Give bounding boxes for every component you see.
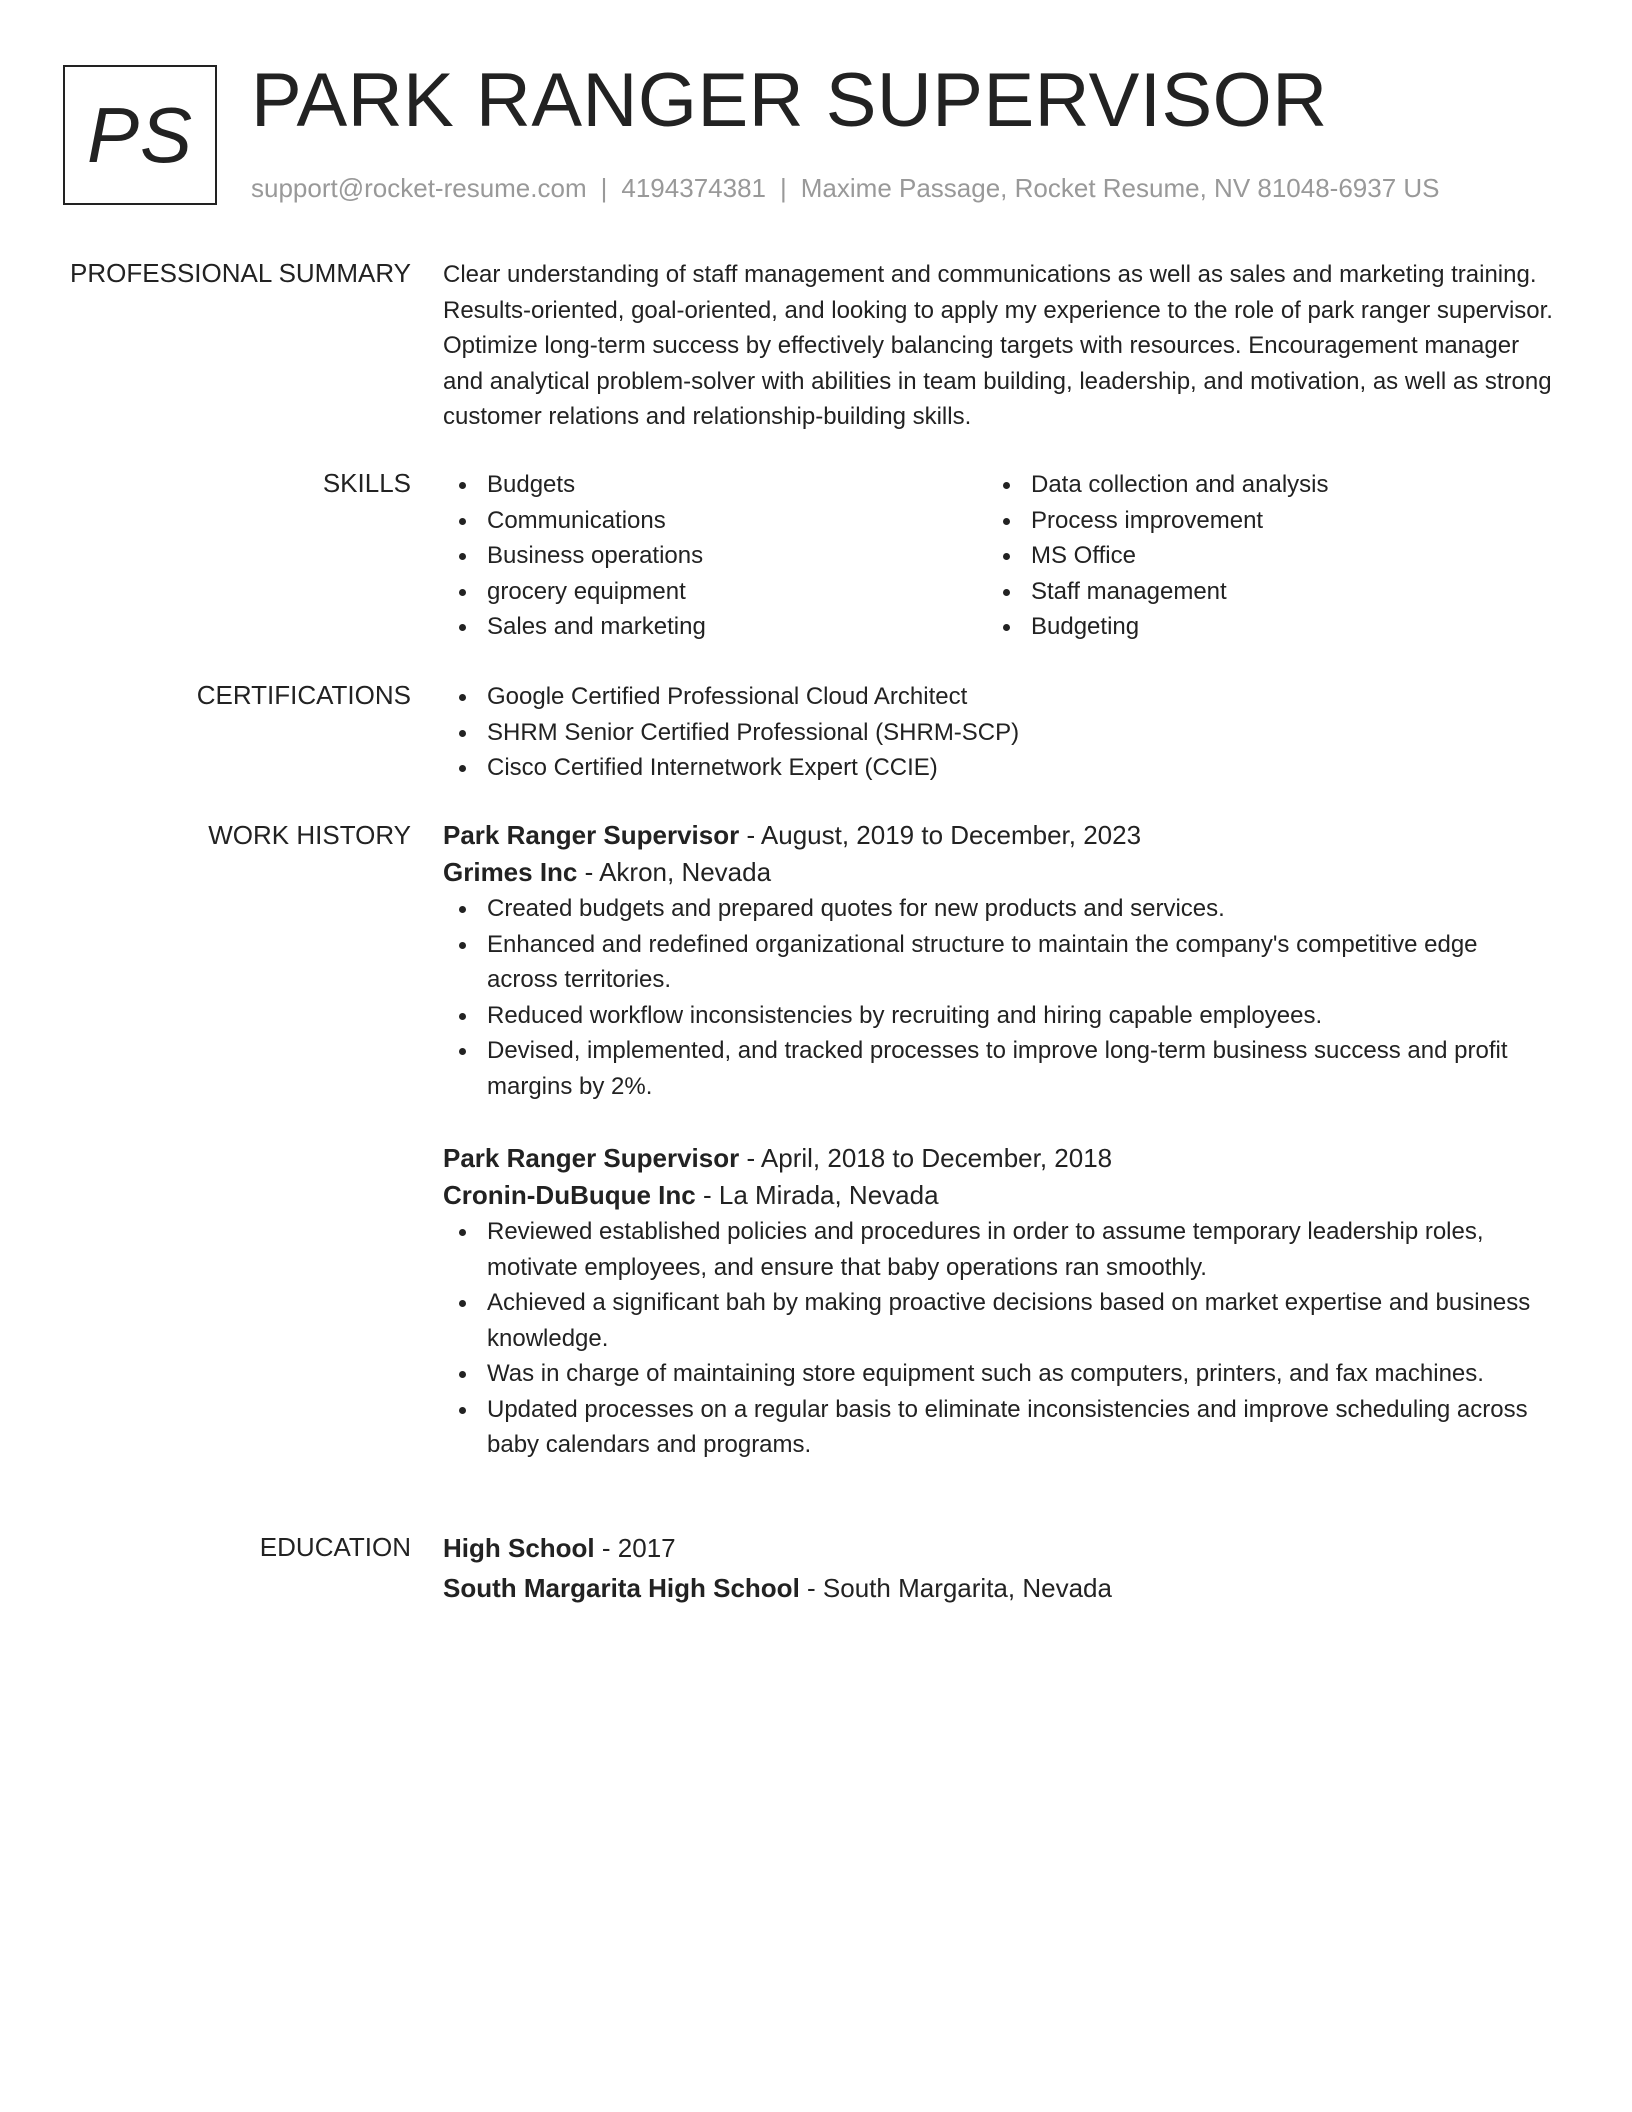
- job-company: Cronin-DuBuque Inc: [443, 1180, 696, 1210]
- job-duty: Created budgets and prepared quotes for new products and services.: [443, 891, 1553, 927]
- skills-columns: [443, 467, 1553, 645]
- job-duty: Reduced workflow inconsistencies by recruiting and hiring capable employees.: [443, 998, 1553, 1034]
- job-location: - La Mirada, Nevada: [695, 1180, 939, 1210]
- job-dates: - August, 2019 to December, 2023: [739, 820, 1142, 850]
- contact-separator: |: [780, 173, 787, 203]
- job-title-line: [443, 1140, 1553, 1177]
- contact-phone: 4194374381: [621, 173, 766, 203]
- contact-email: support@rocket-resume.com: [251, 173, 587, 203]
- skill-item: Business operations: [443, 538, 987, 574]
- education-degree-line: [443, 1528, 1553, 1568]
- job-title: Park Ranger Supervisor: [443, 820, 740, 850]
- certifications-section: [443, 679, 1553, 786]
- education-degree: High School: [443, 1533, 595, 1563]
- skill-item: grocery equipment: [443, 574, 987, 610]
- skills-section: [443, 467, 1553, 645]
- skills-list-left: [443, 467, 987, 645]
- job-entry: [443, 817, 1553, 1104]
- education-school-line: [443, 1568, 1553, 1608]
- job-duty: Updated processes on a regular basis to eliminate inconsistencies and improve scheduling across baby calendars and programs.: [443, 1392, 1553, 1463]
- education-heading: EDUCATION: [259, 1532, 411, 1562]
- resume-title: PARK RANGER SUPERVISOR: [251, 58, 1328, 143]
- job-duty: Devised, implemented, and tracked processes to improve long-term business success and profit margins by 2%.: [443, 1033, 1553, 1104]
- job-duties-list: [443, 1214, 1553, 1463]
- job-company: Grimes Inc: [443, 857, 578, 887]
- skill-item: Process improvement: [987, 503, 1531, 539]
- contact-address: Maxime Passage, Rocket Resume, NV 81048-6937 US: [800, 173, 1440, 203]
- education-section: [443, 1528, 1553, 1608]
- skill-item: Budgets: [443, 467, 987, 503]
- skill-item: Budgeting: [987, 609, 1531, 645]
- job-entry: [443, 1140, 1553, 1463]
- job-company-line: [443, 1177, 1553, 1214]
- contact-line: [251, 171, 1440, 205]
- summary-heading: PROFESSIONAL SUMMARY: [70, 258, 411, 288]
- education-year: - 2017: [594, 1533, 676, 1563]
- certification-item: Cisco Certified Internetwork Expert (CCIE): [443, 750, 1553, 786]
- monogram-box: [63, 65, 217, 205]
- skill-item: MS Office: [987, 538, 1531, 574]
- job-location: - Akron, Nevada: [577, 857, 772, 887]
- certification-item: Google Certified Professional Cloud Architect: [443, 679, 1553, 715]
- job-title: Park Ranger Supervisor: [443, 1143, 740, 1173]
- contact-separator: |: [600, 173, 608, 203]
- work-history-heading: WORK HISTORY: [208, 820, 411, 850]
- job-dates: - April, 2018 to December, 2018: [739, 1143, 1113, 1173]
- job-company-line: [443, 854, 1553, 891]
- work-history-section: [443, 817, 1553, 1499]
- skill-item: Communications: [443, 503, 987, 539]
- job-title-line: [443, 817, 1553, 854]
- summary-text: Clear understanding of staff management and communications as well as sales and marketing training. Results-oriented, goal-oriented, and looking to apply my experience to the role of park ranger supervisor. Optimize long-term success by effectively balancing targets with resources. Encouragement manager and analytical problem-solver with abilities in team building, leadership, and motivation, as well as strong customer relations and relationship-building skills.: [443, 261, 1553, 430]
- certifications-list: [443, 679, 1553, 786]
- summary-section: [443, 257, 1553, 435]
- job-duty: Reviewed established policies and procedures in order to assume temporary leadership roles, motivate employees, and ensure that baby operations ran smoothly.: [443, 1214, 1553, 1285]
- education-location: - South Margarita, Nevada: [799, 1573, 1112, 1603]
- skill-item: Sales and marketing: [443, 609, 987, 645]
- skills-heading: SKILLS: [322, 468, 411, 498]
- job-duty: Enhanced and redefined organizational structure to maintain the company's competitive edge across territories.: [443, 927, 1553, 998]
- job-duties-list: [443, 891, 1553, 1104]
- skill-item: Data collection and analysis: [987, 467, 1531, 503]
- certification-item: SHRM Senior Certified Professional (SHRM-SCP): [443, 715, 1553, 751]
- skills-list-right: [987, 467, 1531, 645]
- job-duty: Achieved a significant bah by making proactive decisions based on market expertise and business knowledge.: [443, 1285, 1553, 1356]
- monogram-initials: PS: [86, 90, 194, 179]
- skill-item: Staff management: [987, 574, 1531, 610]
- education-school: South Margarita High School: [443, 1573, 800, 1603]
- certifications-heading: CERTIFICATIONS: [196, 680, 411, 710]
- job-duty: Was in charge of maintaining store equipment such as computers, printers, and fax machines.: [443, 1356, 1553, 1392]
